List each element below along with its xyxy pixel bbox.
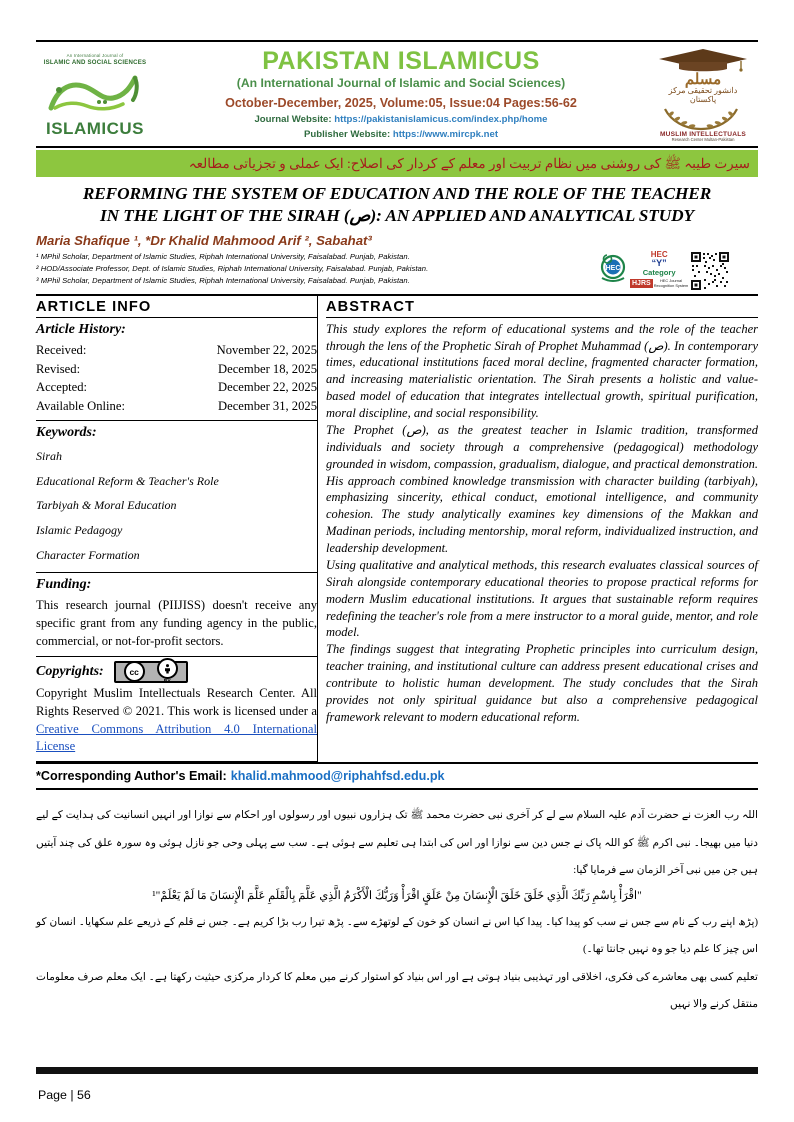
hjrs-badge bbox=[630, 279, 688, 289]
hec-category-text bbox=[630, 251, 688, 289]
creative-commons-badge-icon bbox=[114, 661, 188, 686]
keyword-item-4: Islamic Pedagogy bbox=[36, 522, 123, 537]
copyrights-row bbox=[36, 661, 317, 686]
journal-subtitle: (An International Journal of Islamic and Social Sciences) bbox=[236, 76, 566, 91]
hec-category-word: Category bbox=[642, 268, 676, 278]
urdu-paragraph-1: اللہ رب العزت نے حضرت آدم علیہ السلام سے لے کر آخری نبی حضرت محمد ﷺ تک ہزاروں نبیوں اور رسولوں اور احکام سے نوازا اور انہیں انسانیت کی ہدایت کے لیے دنیا میں بھیجا۔ نبی اکرم ﷺ کو اللہ پاک نے جس دین سے نوازا اور اس کی ابتدا ہی تعلیم سے ہوئی ہے۔ سب سے پہلی وحی جو نازل ہوئی وہ سورہ علق کی چند آیتیں ہیں جن میں نبی آخر الزمان سے فرمایا گیا: bbox=[36, 810, 758, 877]
masthead-center bbox=[154, 48, 648, 142]
journal-logo bbox=[36, 54, 154, 137]
funding-copyright-divider bbox=[36, 656, 317, 657]
urdu-title-text: سیرت طیبہ ﷺ کی روشنی میں نظام تربیت اور معلم کے کردار کی اصلاح: ایک عملی و تجزیاتی مطالعہ bbox=[188, 156, 750, 172]
hec-badge bbox=[598, 251, 688, 290]
journal-logo-tagline: ISLAMIC AND SOCIAL SCIENCES bbox=[43, 58, 147, 66]
publisher-name-sub: Research Center Multan-Pakistan bbox=[671, 136, 735, 142]
journal-website-label: Journal Website: bbox=[254, 114, 332, 126]
keywords-funding-divider bbox=[36, 572, 317, 573]
graduation-cap-icon bbox=[648, 48, 758, 72]
cc-by-label: BY bbox=[163, 679, 171, 686]
article-info-column bbox=[36, 296, 317, 763]
paper-title-line-2: IN THE LIGHT OF THE SIRAH (ص): AN APPLIED AND ANALYTICAL STUDY bbox=[100, 205, 694, 225]
publisher-logo bbox=[648, 48, 758, 142]
cc-by-person-glyph bbox=[157, 658, 178, 679]
publisher-logo-wordmark: مسلم bbox=[684, 71, 722, 88]
affiliation-2: ² HOD/Associate Professor, Dept. of Islamic Studies, Riphah International University, Faisalabad. Punjab, Pakistan. bbox=[36, 263, 429, 273]
publisher-website-label: Publisher Website: bbox=[303, 129, 391, 141]
abstract-paragraph-1: This study explores the reform of educational systems and the role of the teacher through the lens of the Prophetic Sirah of Prophet Muhammad (ص). In contemporary times, educational institutions faced moral decline, fragmented character formation, and increasing materialistic orientation. The Sirah presents a holistic and value-based model of education that integrates intellectual growth, spiritual purification, moral discipline, and social responsibility. bbox=[326, 321, 758, 421]
issue-line: October-December, 2025, Volume:05, Issue:04 Pages:56-62 bbox=[225, 95, 577, 110]
copyright-bottom-divider bbox=[36, 761, 317, 762]
urdu-translation: (پڑھ اپنے رب کے نام سے جس نے سب کو پیدا کیا۔ پیدا کیا اس نے انسان کو خون کے لوتھڑے سے۔ پڑھ تیرا رب بڑا کریم ہے۔ جس نے قلم کے ذریعے علم سکھایا۔ انسان کو اس چیز کا علم دیا جو وہ نہیں جانتا تھا۔) bbox=[36, 916, 758, 956]
history-row-available-online bbox=[36, 397, 317, 416]
article-info-heading: ARTICLE INFO bbox=[36, 298, 152, 315]
author-list: Maria Shafique ¹, *Dr Khalid Mahmood Arif ², Sabahat³ bbox=[36, 232, 372, 248]
hjrs-sub-line-2: Recognition System bbox=[653, 282, 689, 288]
journal-logo-tagline-small: An International Journal of bbox=[66, 52, 124, 58]
hec-emblem-icon bbox=[598, 251, 628, 290]
abstract-heading: ABSTRACT bbox=[326, 298, 416, 315]
abstract-rule bbox=[326, 317, 758, 318]
affiliations-and-badges bbox=[36, 251, 758, 291]
history-row-revised bbox=[36, 360, 317, 379]
page-number: Page | 56 bbox=[38, 1088, 91, 1102]
history-keywords-divider bbox=[36, 420, 317, 421]
corresponding-author-bar bbox=[36, 762, 758, 790]
hec-category-mark: “Y” bbox=[651, 258, 667, 269]
hjrs-sub bbox=[654, 279, 689, 288]
recognition-badges bbox=[592, 251, 758, 291]
abstract-paragraph-4: The findings suggest that integrating Prophetic principles into curriculum design, teacher training, and institutional culture can address present educational crises and contribute to holistic human development. The study concludes that the Sirah provides not only spiritual guidance but also a comprehensive pedagogical framework relevant to modern educational reform. bbox=[326, 642, 758, 724]
keyword-item-5: Character Formation bbox=[36, 547, 140, 562]
hec-label: HEC bbox=[650, 249, 668, 259]
history-label-received: Received: bbox=[36, 342, 87, 357]
abstract-paragraph-3: Using qualitative and analytical methods, this research evaluates classical sources of Sirah alongside contemporary educational theories to propose practical reforms for modern Muslim educational institutions. It argues that sustainable reform requires redefining the teacher's role from a mere instructor to a moral guide, mentor, and role model. bbox=[326, 557, 758, 640]
history-label-revised: Revised: bbox=[36, 361, 81, 376]
history-label-available-online: Available Online: bbox=[36, 399, 125, 414]
keyword-item-1: Sirah bbox=[36, 449, 63, 464]
article-history-heading: Article History: bbox=[36, 321, 126, 337]
journal-title: PAKISTAN ISLAMICUS bbox=[262, 47, 540, 76]
funding-heading: Funding: bbox=[36, 577, 92, 593]
keywords-heading: Keywords: bbox=[36, 425, 97, 441]
affiliation-list bbox=[36, 251, 592, 288]
history-row-received bbox=[36, 341, 317, 360]
publisher-logo-urdu: دانشور تحقیقی مرکز bbox=[668, 86, 738, 95]
corresponding-author-label: *Corresponding Author's Email: bbox=[36, 769, 227, 784]
history-value-revised: December 18, 2025 bbox=[218, 361, 317, 376]
keyword-item-2: Educational Reform & Teacher's Role bbox=[36, 473, 219, 488]
publisher-name: MUSLIM INTELLECTUALS bbox=[659, 130, 747, 138]
footer-divider bbox=[36, 1067, 758, 1074]
abstract-paragraph-2: The Prophet (ص), as the greatest teacher in Islamic tradition, transformed individuals and society through a comprehensive (pedagogical) methodology grounded in wisdom, compassion, gradualism, dialogue, and practical demonstration. His approach combined knowledge transmission with character building (tarbiyah), emphasizing sincerity, ethical conduct, emotional intelligence, and community cohesion. The study analytically examines key dimensions of the Makkan and Madinan periods, including mentorship, moral reform, individualized instruction, and leadership development. bbox=[326, 422, 758, 556]
copyright-text bbox=[36, 685, 317, 757]
hjrs-sub-line-1: HEC Journal bbox=[659, 278, 683, 284]
page-title bbox=[36, 183, 758, 225]
history-row-accepted bbox=[36, 378, 317, 397]
journal-website-url[interactable]: https://pakistanislamicus.com/index.php/home bbox=[334, 114, 548, 126]
cc-by-icon bbox=[157, 658, 178, 685]
urdu-title-bar bbox=[36, 150, 758, 177]
laurel-wreath-icon bbox=[648, 105, 758, 131]
masthead bbox=[36, 40, 758, 148]
arabic-quran-quote: "اقْرَأْ بِاسْمِ رَبِّكَ الَّذِي خَلَقَ خَلَقَ الْإِنسَانَ مِنْ عَلَقٍ اقْرَأْ وَرَبُّكَ الْأَكْرَمُ الَّذِي عَلَّمَ بِالْقَلَمِ عَلَّمَ الْإِنسَانَ مَا لَمْ يَعْلَمْ"¹ bbox=[152, 889, 642, 902]
affiliation-1: ¹ MPhil Scholar, Department of Islamic Studies, Riphah International University, Faisalabad. Punjab, Pakistan. bbox=[36, 251, 410, 261]
qr-code-icon[interactable] bbox=[690, 251, 730, 291]
history-value-accepted: December 22, 2025 bbox=[218, 380, 317, 395]
funding-text: This research journal (PIIJISS) doesn't receive any specific grant from any funding agency in the public, commercial, or not-for-profit sectors. bbox=[36, 598, 317, 648]
arabic-calligraphy-logo-icon bbox=[36, 68, 154, 120]
history-value-available-online: December 31, 2025 bbox=[218, 399, 317, 414]
publisher-website-url[interactable]: https://www.mircpk.net bbox=[392, 129, 499, 141]
creative-commons-license-link[interactable]: Creative Commons Attribution 4.0 International License bbox=[36, 721, 317, 754]
publisher-logo-urdu-2: پاکستان bbox=[689, 94, 717, 104]
copyrights-heading: Copyrights: bbox=[36, 663, 104, 679]
cc-glyph-icon: cc bbox=[124, 661, 145, 682]
urdu-paragraph-2: تعلیم کسی بھی معاشرے کی فکری، اخلاقی اور تہذیبی بنیاد ہوتی ہے اور اس بنیاد کو استوار کرنے میں معلم کا کردار مرکزی حیثیت رکھتا ہے۔ ایک معلم صرف معلومات منتقل کرنے والا نہیں bbox=[36, 971, 758, 1011]
urdu-body-section bbox=[36, 802, 758, 1019]
article-info-rule bbox=[36, 317, 317, 318]
journal-logo-wordmark: ISLAMICUS bbox=[46, 118, 144, 138]
corresponding-author-email[interactable]: khalid.mahmood@riphahfsd.edu.pk bbox=[230, 769, 445, 784]
history-label-accepted: Accepted: bbox=[36, 380, 88, 395]
keyword-item-3: Tarbiyah & Moral Education bbox=[36, 498, 177, 513]
paper-title-line-1: REFORMING THE SYSTEM OF EDUCATION AND THE ROLE OF THE TEACHER bbox=[82, 184, 712, 204]
journal-website-row bbox=[158, 113, 644, 127]
publisher-website-row bbox=[158, 128, 644, 142]
hjrs-label: HJRS bbox=[632, 279, 651, 287]
info-abstract-grid bbox=[36, 296, 758, 763]
copyright-statement: Copyright Muslim Intellectuals Research Center. All Rights Reserved © 2021. This work is licensed under a bbox=[36, 685, 317, 718]
history-value-received: November 22, 2025 bbox=[216, 342, 317, 357]
svg-text:HEC: HEC bbox=[605, 264, 621, 272]
abstract-column bbox=[317, 296, 758, 763]
affiliation-3: ³ MPhil Scholar, Department of Islamic Studies, Riphah International University, Faisalabad. Punjab, Pakistan. bbox=[36, 276, 410, 286]
